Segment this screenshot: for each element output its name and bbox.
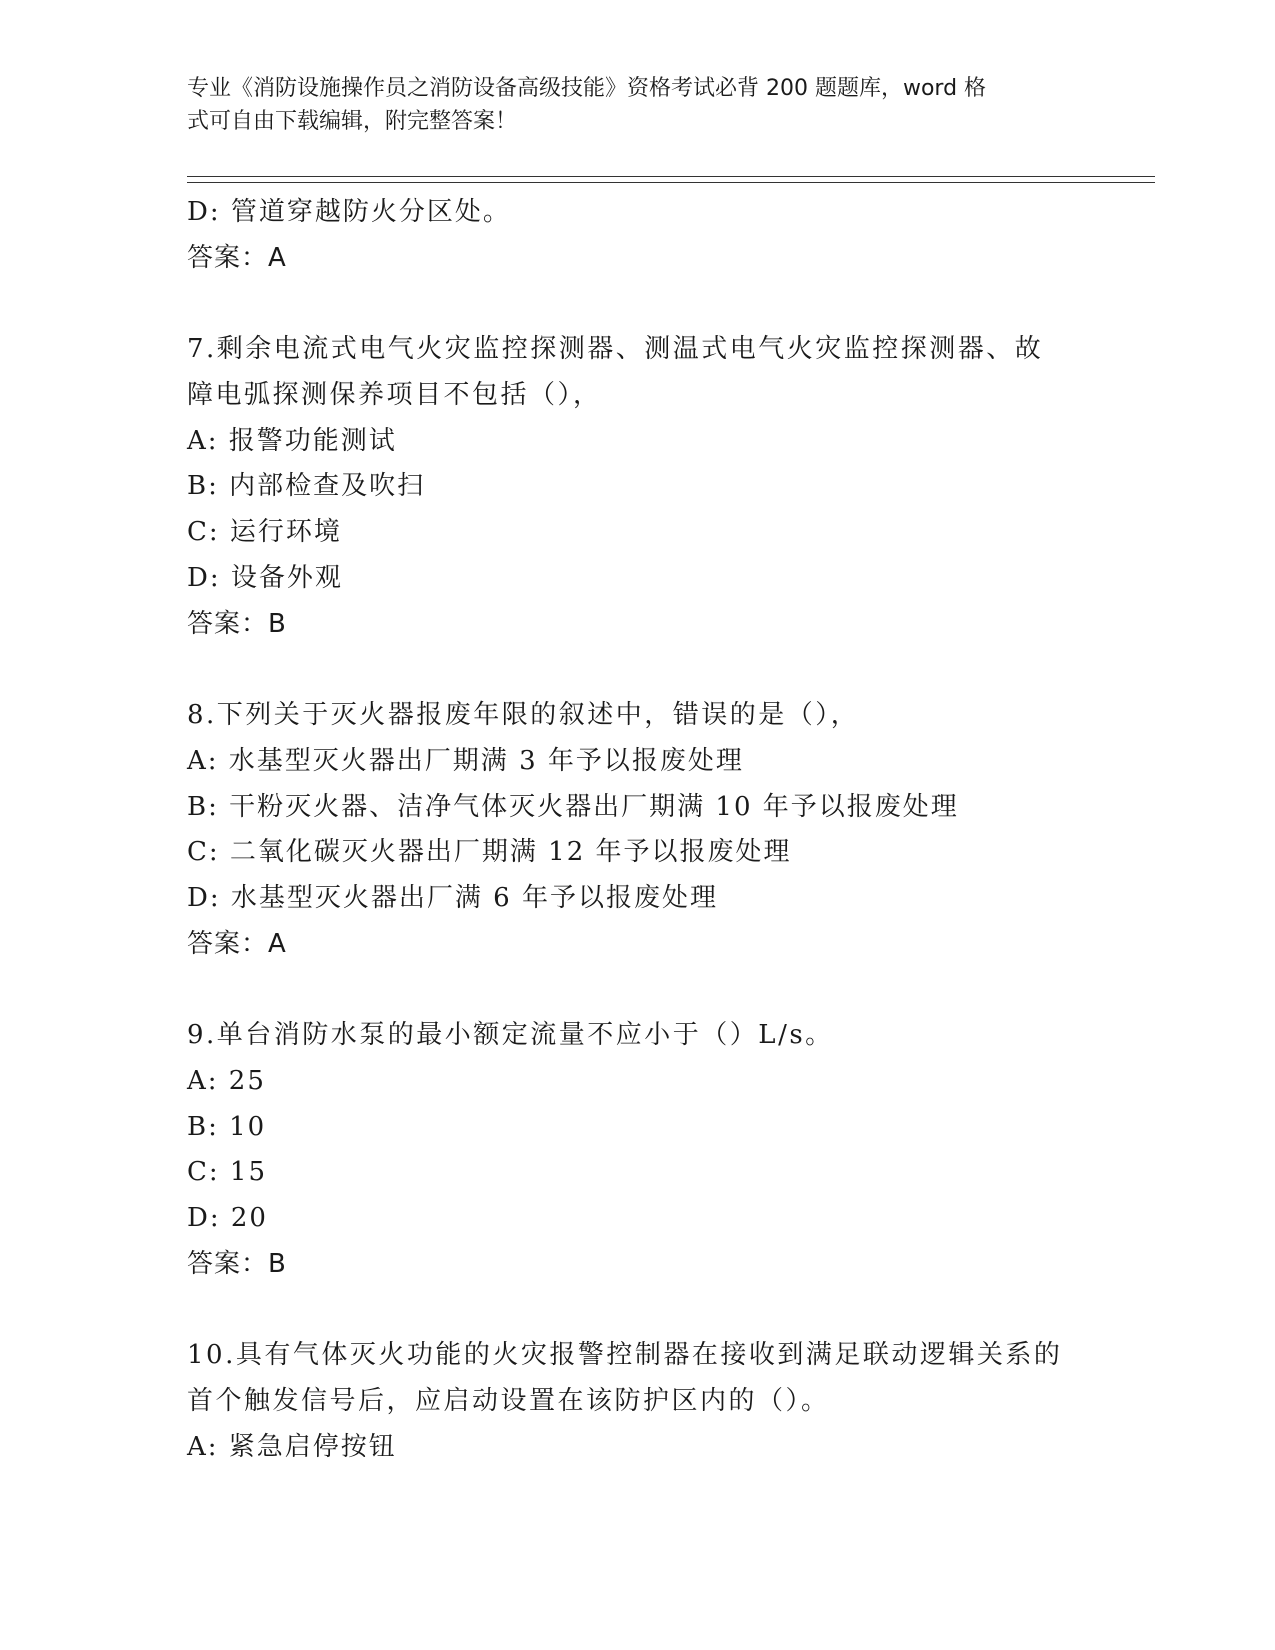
previous-question-tail [187,190,1087,281]
header-divider-bottom [187,182,1155,183]
answer-line: 答案：B [187,1248,287,1279]
option-d: D: 20 [187,1203,268,1234]
option-c: C: 二氧化碳灭火器出厂期满 12 年予以报废处理 [187,837,792,868]
header-line-2: 式可自由下载编辑，附完整答案！ [187,109,518,134]
option-d: D: 水基型灭火器出厂满 6 年予以报废处理 [187,882,718,913]
answer-line: 答案：A [187,242,287,273]
question-text: 10.具有气体灭火功能的火灾报警控制器在接收到满足联动逻辑关系的 [187,1340,1063,1371]
question-text: 9.单台消防水泵的最小额定流量不应小于（）L/s。 [187,1020,834,1051]
question-text: 8.下列关于灭火器报废年限的叙述中，错误的是（）， [187,700,860,731]
option-a: A: 报警功能测试 [187,425,397,456]
option-c: C: 运行环境 [187,517,342,548]
option-b: B: 10 [187,1111,267,1142]
answer-line: 答案：B [187,608,287,639]
question-9 [187,1013,1087,1287]
option-a: A: 紧急启停按钮 [187,1431,397,1462]
header-line-1: 专业《消防设施操作员之消防设备高级技能》资格考试必背 200 题题库，word 格 [187,76,987,101]
option-a: A: 水基型灭火器出厂期满 3 年予以报废处理 [187,745,744,776]
option-b: B: 干粉灭火器、洁净气体灭火器出厂期满 10 年予以报废处理 [187,791,959,822]
answer-line: 答案：A [187,928,287,959]
header-divider-top [187,176,1155,177]
option-a: A: 25 [187,1066,266,1096]
question-10 [187,1333,1087,1470]
option-d: D: 设备外观 [187,562,343,593]
document-header [187,72,1087,138]
option-b: B: 内部检查及吹扫 [187,471,426,502]
question-content [187,190,1087,1471]
question-8 [187,693,1087,967]
question-text: 7.剩余电流式电气火灾监控探测器、测温式电气火灾监控探测器、故 [187,334,1044,365]
question-7 [187,327,1087,647]
option-d: D: 管道穿越防火分区处。 [187,197,511,227]
question-text: 障电弧探测保养项目不包括（）， [187,380,602,411]
option-c: C: 15 [187,1157,268,1188]
question-text: 首个触发信号后，应启动设置在该防护区内的（）。 [187,1386,830,1417]
